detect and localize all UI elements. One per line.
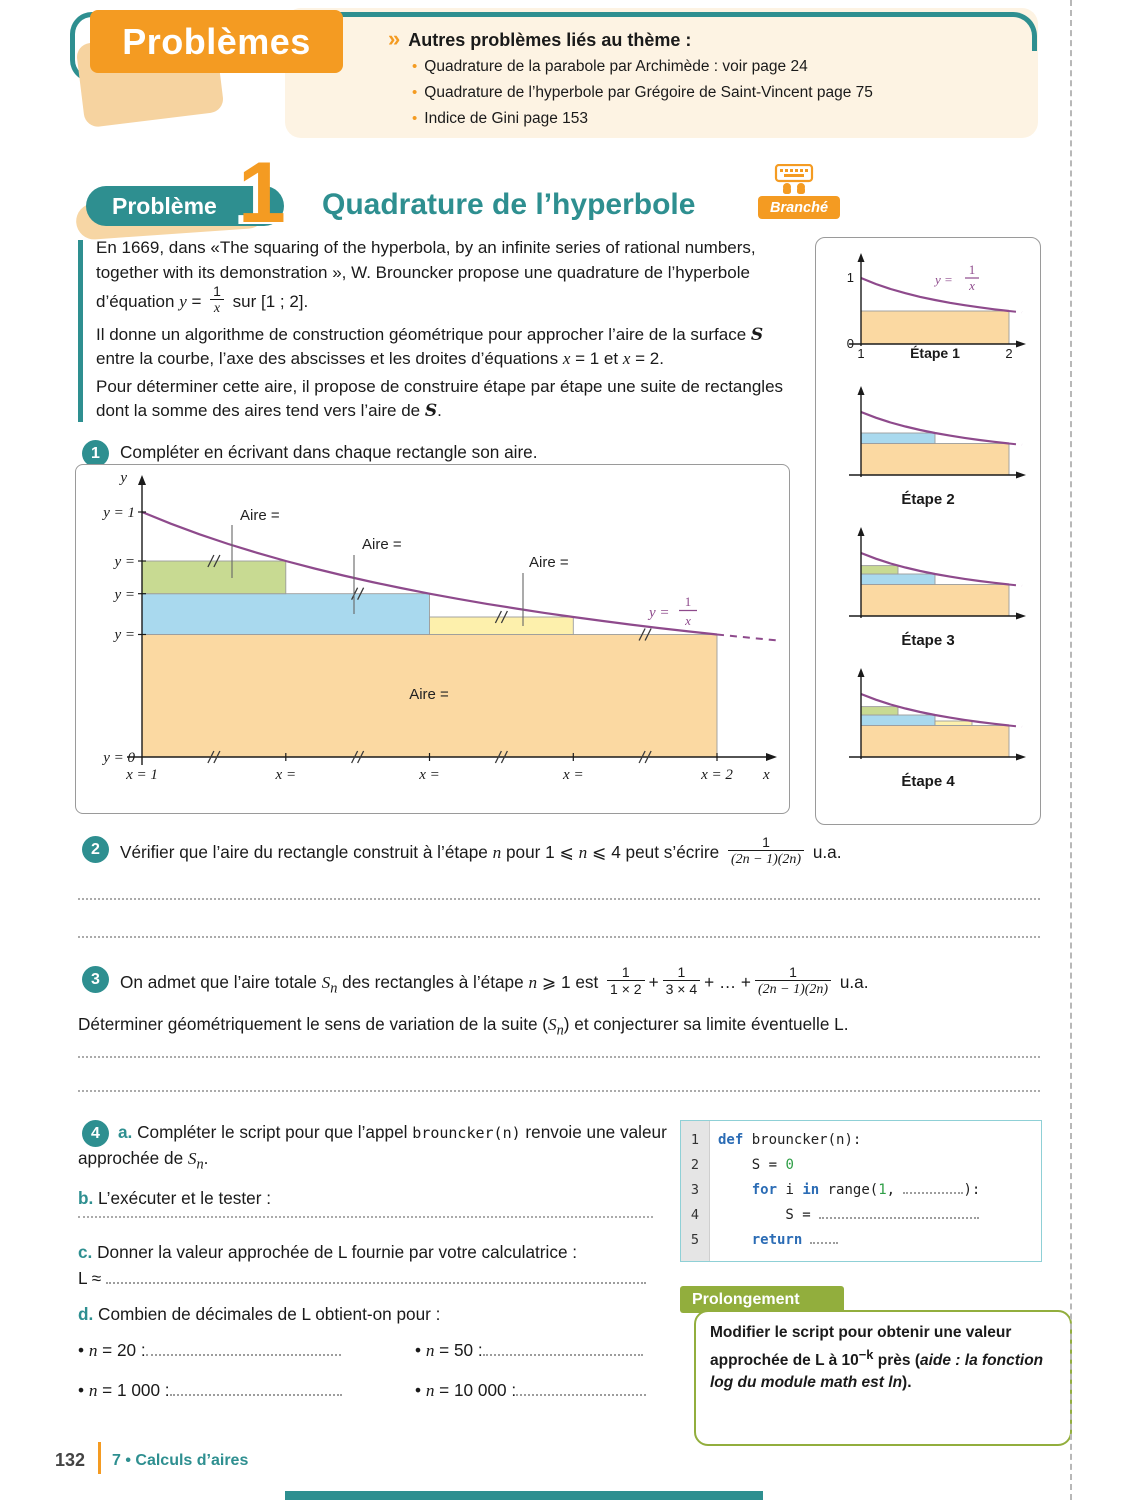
x-axis-label: x = (563, 767, 584, 783)
related-item (412, 54, 808, 80)
svg-text:1: 1 (968, 262, 976, 277)
fraction: $\frac{1}{(2n - 1)(2n)}$ (755, 964, 831, 999)
prolongement-box: Modifier le script pour obtenir une valeur approchée de L à $10^{-k}$ près (aide : la fonction log du module math est ln). (694, 1310, 1072, 1446)
etape-label: Étape 1 (910, 345, 960, 361)
axis-label: 0 (846, 336, 854, 351)
question-number-badge: 3 (82, 966, 109, 993)
related-item-label: Quadrature de l’hyperbole par Grégoire de Saint-Vincent page 75 (424, 84, 873, 101)
problem-pill-label: Problème (112, 192, 217, 219)
related-item-label: Indice de Gini page 153 (424, 110, 588, 127)
keyboard-icon (772, 164, 816, 199)
code-line: S = (718, 1203, 980, 1228)
line-numbers: 1 2 3 4 5 (681, 1121, 710, 1261)
bullet-icon: • (412, 84, 418, 101)
question-4d-item: • n = 10 000 : (415, 1378, 646, 1403)
intro-paragraph-3: Pour déterminer cette aire, il propose de construire étape par étape une suite de rectangles dont la somme des aires tend vers l’aire de S. (96, 376, 784, 422)
question-4c-answer: L ≈ (78, 1266, 670, 1291)
question-3 (82, 966, 1032, 1001)
etape-3-graph (823, 526, 1033, 649)
question-text: On admet que l’aire totale $S_n$ des rectangles à l’étape n ⩾ 1 est $\frac{1}{1 \times 2}$ + $\frac{1}{3 \times 4}$ + … + $\frac{1}{(2n - 1)(2n)}$ u.a. (120, 964, 869, 998)
fraction: $\frac{1}{3 \times 4}$ (663, 964, 701, 999)
etape-1-graph (823, 250, 1033, 367)
chapter-title: 7 • Calculs d’aires (112, 1452, 249, 1469)
fraction: $\frac{1}{x}$ (210, 283, 224, 318)
page-binding-strip (285, 1491, 763, 1500)
question-number-badge: 2 (82, 836, 109, 863)
answer-line (78, 1090, 1040, 1092)
y-axis-label: y = (114, 627, 135, 643)
question-text: Vérifier que l’aire du rectangle construit à l’étape n pour 1 ⩽ n ⩽ 4 peut s’écrire $\frac{1}{(2n - 1)(2n)}$ u.a. (120, 834, 842, 868)
svg-text:1: 1 (684, 594, 692, 609)
section-badge-label: Problèmes (122, 20, 311, 62)
question-number-badge: 1 (82, 440, 109, 467)
script-S: S (750, 324, 764, 345)
fraction: $\frac{1}{1 \times 2}$ (607, 964, 645, 999)
main-figure (75, 464, 790, 814)
answer-line (106, 1270, 646, 1284)
related-item (412, 80, 873, 106)
y-axis-name: y (120, 470, 127, 486)
answer-line (78, 898, 1040, 900)
question-2 (82, 836, 1032, 871)
page-number: 132 (55, 1450, 86, 1470)
question-4d-item: • n = 1 000 : (78, 1378, 342, 1403)
x-axis-label: x = (275, 767, 297, 783)
code-line: return (718, 1228, 980, 1253)
y-axis-label: y = 0 (103, 750, 135, 766)
intro-text (96, 236, 802, 427)
x-axis-label: x = 1 (126, 767, 158, 783)
axis-label: 1 (846, 270, 854, 285)
axis-label: 2 (1005, 346, 1013, 361)
prolongement-badge (680, 1286, 844, 1313)
bullet-icon: • (412, 58, 418, 75)
question-4a: a. Compléter le script pour que l’appel brouncker(n) renvoie une valeur approchée de $S_n$. (78, 1122, 667, 1173)
answer-line (170, 1382, 342, 1396)
rect-etape-4 (430, 617, 574, 635)
code-lines (710, 1121, 988, 1261)
x-axis-label: x = 2 (701, 767, 733, 783)
aire-label: Aire = (362, 536, 402, 553)
rect-etape-2 (142, 594, 430, 635)
curve-equation: y = (935, 272, 953, 287)
answer-line (78, 1056, 1040, 1058)
question-1 (82, 440, 782, 467)
question-3-line-2: Déterminer géométriquement le sens de variation de la suite $(S_n)$ et conjecturer sa limite éventuelle L. (78, 1014, 849, 1039)
bullet-icon: • (412, 110, 418, 127)
related-item-label: Quadrature de la parabole par Archimède : voir page 24 (424, 58, 808, 75)
question-4d: d. Combien de décimales de L obtient-on pour : (78, 1304, 441, 1324)
inline-code: brouncker(n) (412, 1124, 521, 1142)
problem-title: Quadrature de l’hyperbole (322, 188, 696, 221)
x-axis-name: x (763, 767, 770, 783)
code-blank (903, 1182, 963, 1194)
question-number-badge: 4 (82, 1120, 109, 1147)
etape-4-graph (823, 667, 1033, 790)
related-item (412, 106, 588, 132)
intro-paragraph-1: En 1669, dans «The squaring of the hyperbola, by an infinite series of rational numbers, together with its demonstration », W. Brouncker propose une quadrature de l’hyperbole d’équation y = $\frac{1}{x}$ sur [1 ; 2]. (96, 238, 756, 317)
code-blank (819, 1207, 979, 1219)
y-axis-label: y = (114, 587, 135, 603)
etape-label: Étape 3 (901, 632, 955, 649)
answer-line (516, 1382, 646, 1396)
question-4d-item: • n = 50 : (415, 1338, 643, 1363)
y-axis-label: y = 1 (103, 505, 135, 521)
answer-line (78, 1216, 653, 1218)
branche-badge (758, 196, 840, 219)
answer-line (483, 1342, 643, 1356)
code-blank (810, 1232, 838, 1244)
y-axis-label: y = (114, 554, 135, 570)
curve-equation: y = (649, 605, 670, 621)
footer-divider (98, 1442, 101, 1474)
code-line: for i in range(1, ): (751, 1182, 981, 1198)
aire-label: Aire = (529, 554, 569, 571)
intro-accent-bar (78, 240, 83, 422)
etape-2-graph (823, 385, 1033, 508)
related-problems-header (388, 26, 691, 52)
etape-label: Étape 4 (901, 773, 955, 790)
axis-label: 1 (857, 346, 865, 361)
problem-number: 1 (238, 145, 286, 241)
question-4c: c. Donner la valeur approchée de L fournie par votre calculatrice : (78, 1242, 578, 1262)
section-badge (90, 10, 343, 73)
code-line: def brouncker(n): (718, 1132, 862, 1148)
cut-guide-line (1070, 0, 1072, 1500)
aire-label: Aire = (409, 686, 449, 703)
question-4b: b. L’exécuter et le tester : (78, 1188, 271, 1208)
double-chevron-icon: » (388, 26, 401, 51)
prolongement-title: Prolongement (692, 1290, 800, 1308)
question-text: Compléter en écrivant dans chaque rectangle son aire. (120, 442, 538, 462)
python-script (680, 1120, 1042, 1262)
script-S: S (424, 401, 438, 422)
etape-label: Étape 2 (901, 491, 955, 508)
etapes-panel (815, 237, 1041, 825)
answer-line (78, 936, 1040, 938)
svg-text:x: x (685, 613, 691, 628)
svg-text:x: x (969, 278, 975, 293)
answer-line (146, 1342, 341, 1356)
intro-paragraph-2: Il donne un algorithme de construction géométrique pour approcher l’aire de la surface S entre la courbe, l’axe des abscisses et les droites d’équations x = 1 et x = 2. (96, 324, 764, 369)
fraction: $\frac{1}{(2n - 1)(2n)}$ (728, 834, 804, 869)
related-problems-title: Autres problèmes liés au thème : (408, 30, 692, 50)
code-line: S = 0 (718, 1157, 794, 1173)
question-4d-item: • n = 20 : (78, 1338, 341, 1363)
branche-badge-label: Branché (769, 199, 829, 216)
aire-label: Aire = (240, 507, 280, 524)
x-axis-label: x = (419, 767, 440, 783)
